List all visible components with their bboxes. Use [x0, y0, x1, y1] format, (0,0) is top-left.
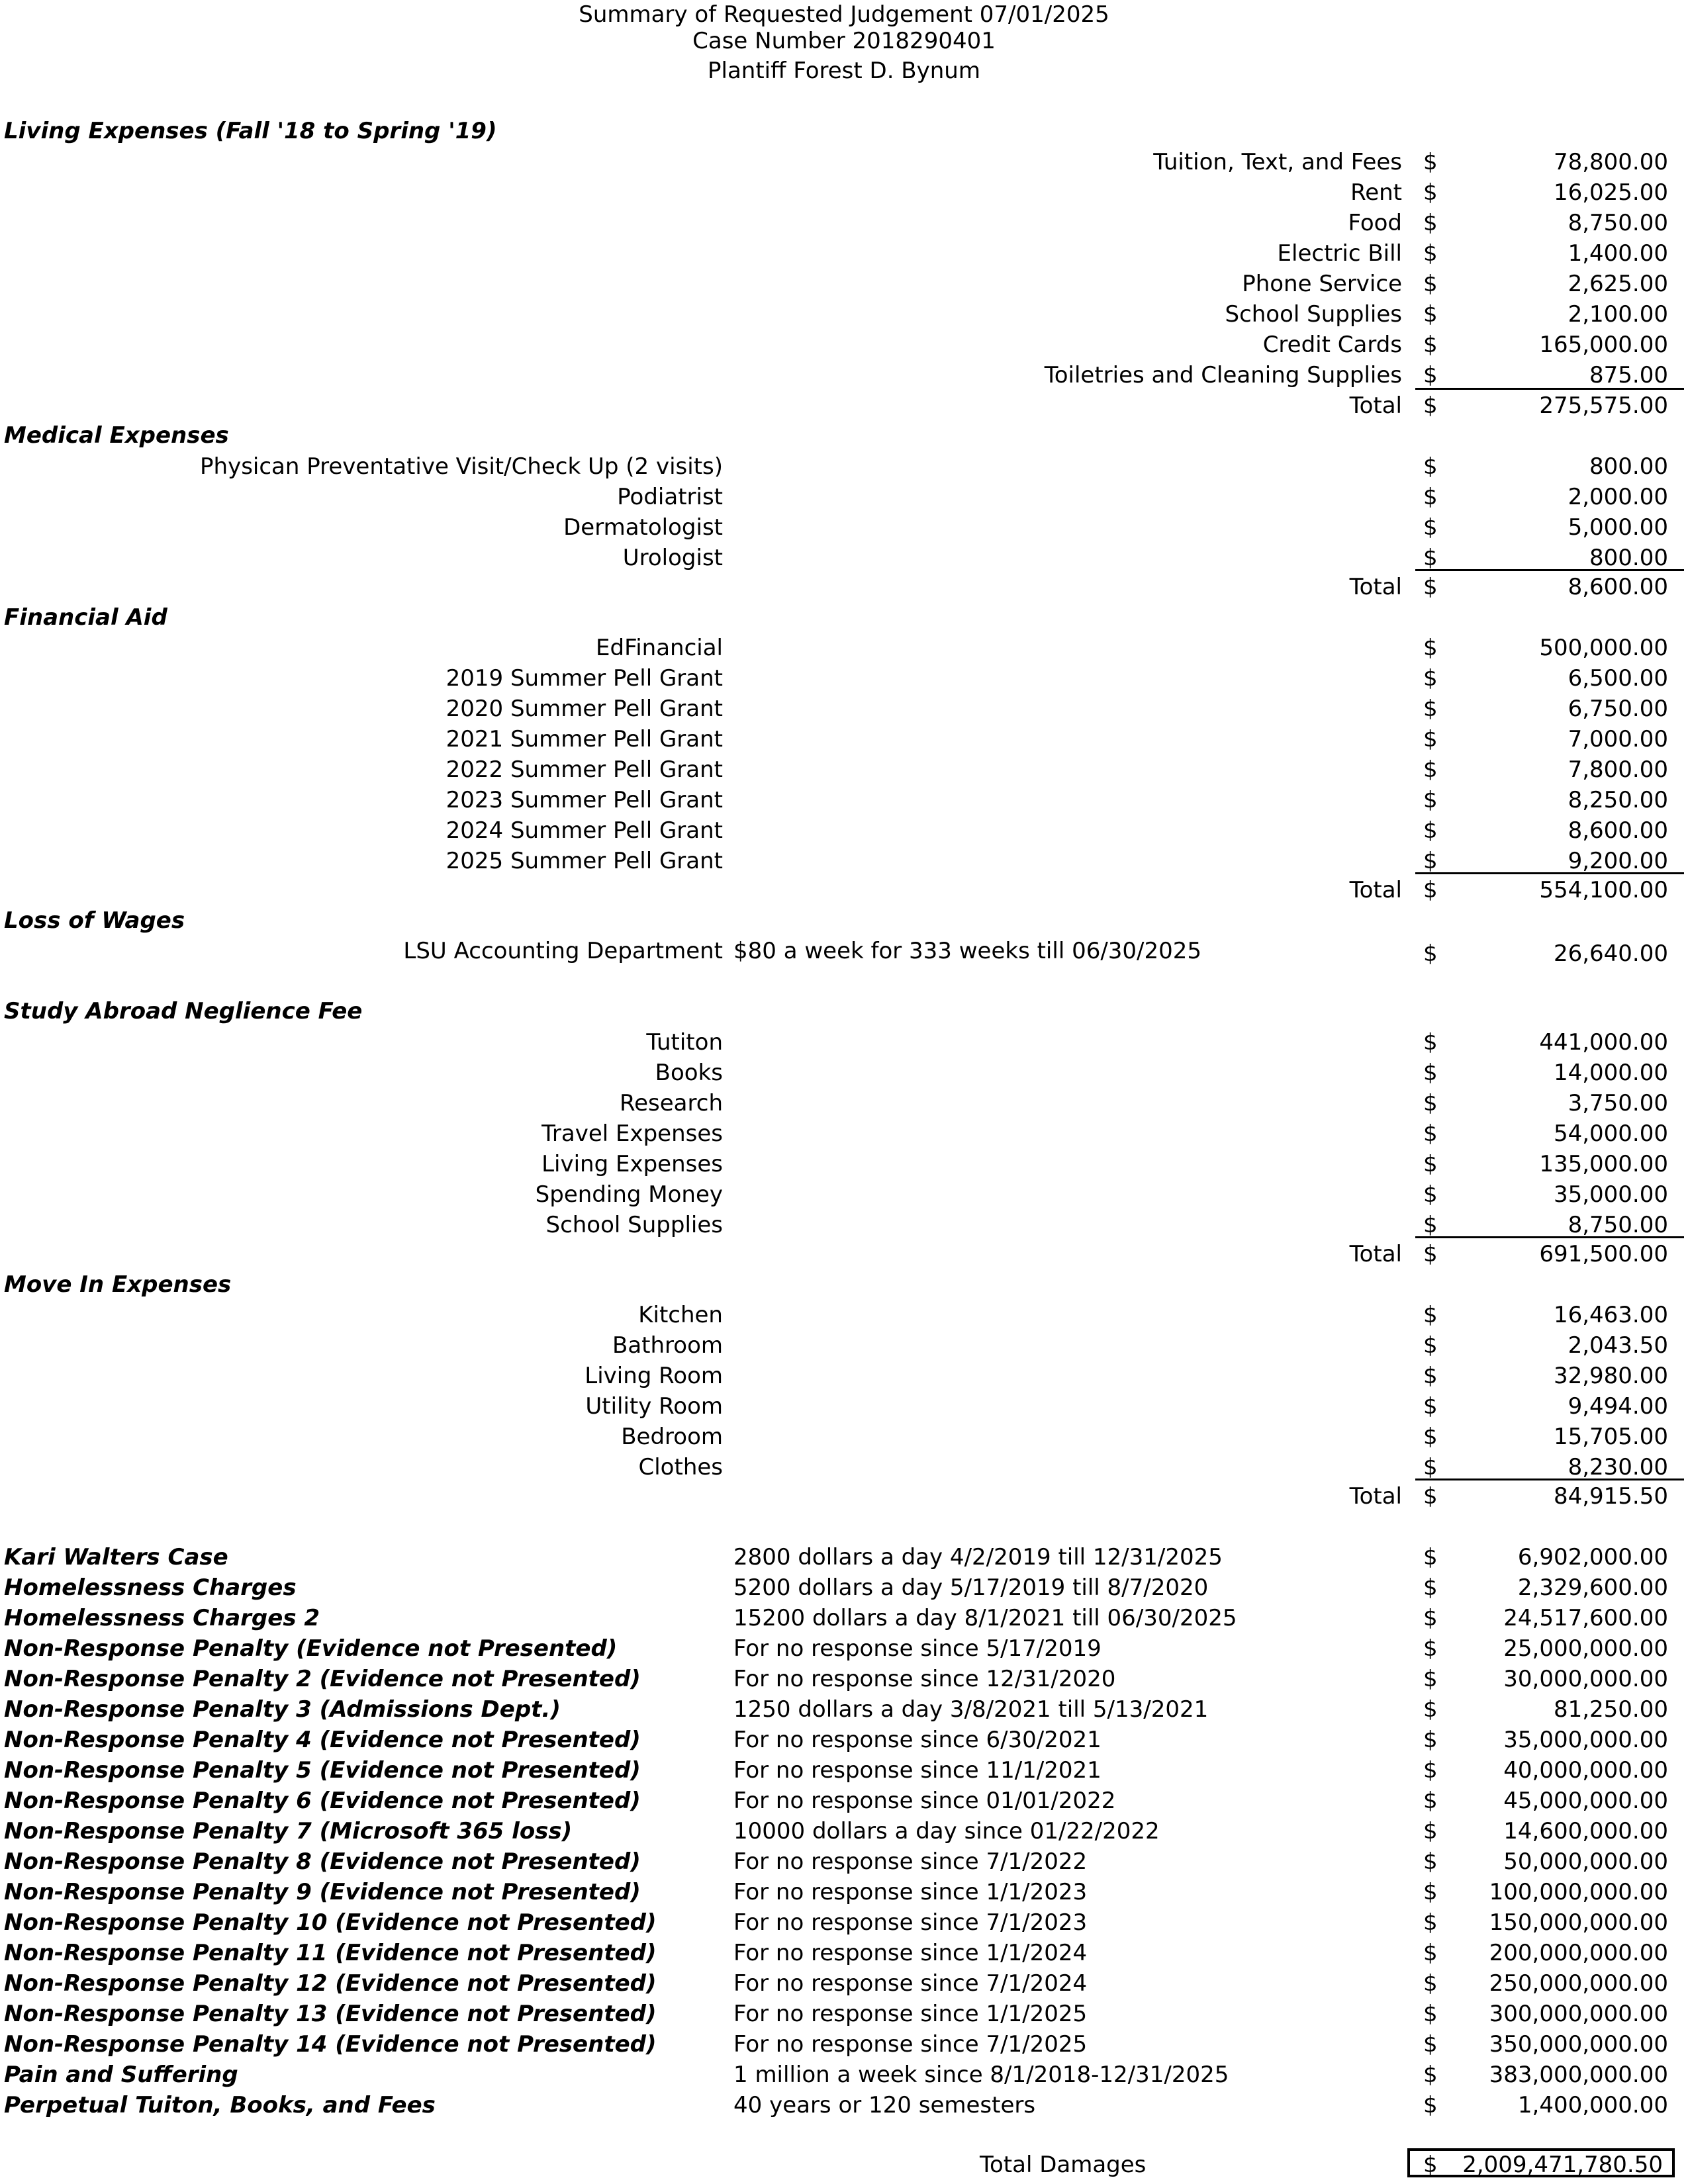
- amount-value: 81,250.00: [1553, 1696, 1668, 1723]
- section-title: Medical Expenses: [4, 422, 229, 449]
- line-item-row: [0, 1361, 1688, 1391]
- currency-symbol: $: [1423, 179, 1438, 206]
- penalty-name: Non-Response Penalty 14 (Evidence not Presented): [4, 2031, 657, 2058]
- currency-symbol: $: [1423, 453, 1438, 480]
- item-label: Total: [1349, 392, 1402, 419]
- currency-symbol: $: [1423, 362, 1438, 388]
- penalty-name: Kari Walters Case: [4, 1544, 228, 1570]
- amount-value: 150,000,000.00: [1489, 1909, 1668, 1936]
- currency-symbol: $: [1423, 1727, 1438, 1753]
- amount-value: 45,000,000.00: [1503, 1788, 1668, 1814]
- amount-value: 9,494.00: [1568, 1393, 1668, 1420]
- penalty-name: Non-Response Penalty 5 (Evidence not Presented): [4, 1757, 641, 1784]
- currency-symbol: $: [1423, 484, 1438, 510]
- penalty-name: Non-Response Penalty 10 (Evidence not Presented): [4, 1909, 657, 1936]
- currency-symbol: $: [1423, 756, 1438, 783]
- section-title: Study Abroad Neglience Fee: [4, 998, 363, 1024]
- currency-symbol: $: [1423, 940, 1438, 967]
- penalty-description: For no response since 7/1/2023: [733, 1909, 1088, 1936]
- amount-value: 165,000.00: [1539, 332, 1668, 358]
- line-item-row: [0, 299, 1688, 330]
- amount-value: 8,600.00: [1568, 574, 1668, 600]
- amount-value: 275,575.00: [1539, 392, 1668, 419]
- penalty-row: [0, 1603, 1688, 1633]
- penalty-name: Non-Response Penalty 8 (Evidence not Presented): [4, 1848, 641, 1875]
- penalty-name: Non-Response Penalty 9 (Evidence not Presented): [4, 1879, 641, 1905]
- currency-symbol: $: [1423, 848, 1438, 874]
- penalty-row: [0, 1999, 1688, 2029]
- line-item-row: [0, 177, 1688, 208]
- amount-value: 1,400,000.00: [1517, 2092, 1668, 2118]
- currency-symbol: $: [1423, 817, 1438, 844]
- total-underline: [1415, 872, 1684, 874]
- currency-symbol: $: [1423, 240, 1438, 267]
- penalty-name: Non-Response Penalty 11 (Evidence not Presented): [4, 1940, 657, 1966]
- penalty-description: For no response since 5/17/2019: [733, 1635, 1102, 1662]
- line-item-row: [0, 269, 1688, 299]
- currency-symbol: $: [1423, 1212, 1438, 1238]
- amount-value: 8,750.00: [1568, 210, 1668, 236]
- penalty-name: Homelessness Charges 2: [4, 1605, 320, 1631]
- item-label: Urologist: [622, 545, 723, 571]
- amount-value: 35,000.00: [1553, 1181, 1668, 1208]
- currency-symbol: $: [1423, 574, 1438, 600]
- amount-value: 78,800.00: [1553, 149, 1668, 175]
- amount-value: 16,463.00: [1553, 1302, 1668, 1328]
- line-item-row: [0, 482, 1688, 512]
- amount-value: 3,750.00: [1568, 1090, 1668, 1116]
- total-row: [0, 875, 1688, 905]
- amount-value: 8,250.00: [1568, 787, 1668, 813]
- amount-value: 800.00: [1589, 545, 1668, 571]
- amount-value: 8,750.00: [1568, 1212, 1668, 1238]
- penalty-description: 1250 dollars a day 3/8/2021 till 5/13/2021: [733, 1696, 1209, 1723]
- item-label: 2025 Summer Pell Grant: [445, 848, 723, 874]
- item-label: LSU Accounting Department: [403, 938, 723, 964]
- penalty-description: 15200 dollars a day 8/1/2021 till 06/30/2025: [733, 1605, 1237, 1631]
- currency-symbol: $: [1423, 545, 1438, 571]
- penalty-description: 10000 dollars a day since 01/22/2022: [733, 1818, 1160, 1844]
- item-label: Clothes: [638, 1454, 723, 1480]
- amount-value: 35,000,000.00: [1503, 1727, 1668, 1753]
- currency-symbol: $: [1423, 210, 1438, 236]
- amount-value: 383,000,000.00: [1489, 2062, 1668, 2088]
- amount-value: 441,000.00: [1539, 1029, 1668, 1056]
- item-label: Living Expenses: [541, 1151, 723, 1177]
- amount-value: 800.00: [1589, 453, 1668, 480]
- total-underline: [1415, 569, 1684, 571]
- amount-value: 5,000.00: [1568, 514, 1668, 541]
- amount-value: 14,000.00: [1553, 1060, 1668, 1086]
- currency-symbol: $: [1423, 392, 1438, 419]
- penalty-name: Pain and Suffering: [4, 2062, 238, 2088]
- currency-symbol: $: [1423, 1483, 1438, 1510]
- currency-symbol: $: [1423, 1940, 1438, 1966]
- currency-symbol: $: [1423, 1363, 1438, 1389]
- line-item-row: [0, 785, 1688, 815]
- item-label: 2019 Summer Pell Grant: [445, 665, 723, 692]
- penalty-name: Non-Response Penalty 4 (Evidence not Presented): [4, 1727, 641, 1753]
- penalty-description: For no response since 01/01/2022: [733, 1788, 1116, 1814]
- amount-value: 26,640.00: [1553, 940, 1668, 967]
- total-damages-box: [1407, 2148, 1675, 2177]
- line-item-row: [0, 1058, 1688, 1088]
- item-description: $80 a week for 333 weeks till 06/30/2025: [733, 938, 1202, 964]
- penalty-description: 1 million a week since 8/1/2018-12/31/2025: [733, 2062, 1229, 2088]
- section-title: Move In Expenses: [4, 1271, 232, 1298]
- currency-symbol: $: [1423, 1332, 1438, 1359]
- line-item-row: [0, 1118, 1688, 1149]
- line-item-row: [0, 694, 1688, 724]
- total-underline: [1415, 1236, 1684, 1238]
- amount-value: 40,000,000.00: [1503, 1757, 1668, 1784]
- line-item-row: [0, 1027, 1688, 1058]
- currency-symbol: $: [1423, 1302, 1438, 1328]
- penalty-row: [0, 1877, 1688, 1907]
- penalty-row: [0, 2029, 1688, 2060]
- amount-value: 6,500.00: [1568, 665, 1668, 692]
- line-item-row: [0, 663, 1688, 694]
- penalty-row: [0, 1755, 1688, 1786]
- total-damages-currency: $: [1423, 2152, 1438, 2178]
- line-item-row: [0, 360, 1688, 390]
- line-item-row: [0, 1088, 1688, 1118]
- currency-symbol: $: [1423, 665, 1438, 692]
- total-damages-label: Total Damages: [980, 2152, 1147, 2178]
- currency-symbol: $: [1423, 787, 1438, 813]
- amount-value: 135,000.00: [1539, 1151, 1668, 1177]
- item-label: Books: [655, 1060, 723, 1086]
- currency-symbol: $: [1423, 2031, 1438, 2058]
- penalty-row: [0, 2060, 1688, 2090]
- item-label: Tuition, Text, and Fees: [1153, 149, 1402, 175]
- penalty-row: [0, 1968, 1688, 1999]
- total-row: [0, 1481, 1688, 1512]
- section-title: Financial Aid: [4, 604, 167, 631]
- amount-value: 7,800.00: [1568, 756, 1668, 783]
- penalty-description: 2800 dollars a day 4/2/2019 till 12/31/2025: [733, 1544, 1223, 1570]
- penalty-description: 40 years or 120 semesters: [733, 2092, 1036, 2118]
- amount-value: 875.00: [1589, 362, 1668, 388]
- item-label: Toiletries and Cleaning Supplies: [1044, 362, 1402, 388]
- penalty-row: [0, 1786, 1688, 1816]
- penalty-row: [0, 1572, 1688, 1603]
- currency-symbol: $: [1423, 1757, 1438, 1784]
- penalty-row: [0, 1664, 1688, 1694]
- currency-symbol: $: [1423, 1696, 1438, 1723]
- currency-symbol: $: [1423, 1120, 1438, 1147]
- item-label: 2021 Summer Pell Grant: [445, 726, 723, 752]
- amount-value: 2,000.00: [1568, 484, 1668, 510]
- amount-value: 2,625.00: [1568, 271, 1668, 297]
- amount-value: 24,517,600.00: [1503, 1605, 1668, 1631]
- item-label: Kitchen: [638, 1302, 723, 1328]
- line-item-row: [0, 633, 1688, 663]
- currency-symbol: $: [1423, 1909, 1438, 1936]
- currency-symbol: $: [1423, 635, 1438, 661]
- penalty-name: Non-Response Penalty 7 (Microsoft 365 loss): [4, 1818, 573, 1844]
- amount-value: 15,705.00: [1553, 1424, 1668, 1450]
- currency-symbol: $: [1423, 726, 1438, 752]
- penalty-description: For no response since 7/1/2024: [733, 1970, 1088, 1997]
- amount-value: 554,100.00: [1539, 877, 1668, 903]
- line-item-row: [0, 1330, 1688, 1361]
- penalty-description: For no response since 1/1/2024: [733, 1940, 1088, 1966]
- item-label: School Supplies: [545, 1212, 723, 1238]
- currency-symbol: $: [1423, 1424, 1438, 1450]
- penalty-row: [0, 1725, 1688, 1755]
- currency-symbol: $: [1423, 2062, 1438, 2088]
- item-label: Tutiton: [646, 1029, 723, 1056]
- amount-value: 100,000,000.00: [1489, 1879, 1668, 1905]
- line-item-row: [0, 512, 1688, 543]
- currency-symbol: $: [1423, 149, 1438, 175]
- item-label: Food: [1348, 210, 1402, 236]
- currency-symbol: $: [1423, 877, 1438, 903]
- amount-value: 16,025.00: [1553, 179, 1668, 206]
- item-label: School Supplies: [1225, 301, 1402, 328]
- penalty-name: Non-Response Penalty 2 (Evidence not Presented): [4, 1666, 641, 1692]
- line-item-row: [0, 1422, 1688, 1452]
- penalty-description: For no response since 7/1/2022: [733, 1848, 1088, 1875]
- penalty-name: Perpetual Tuiton, Books, and Fees: [4, 2092, 436, 2118]
- item-label: 2022 Summer Pell Grant: [445, 756, 723, 783]
- item-label: Physican Preventative Visit/Check Up (2 visits): [200, 453, 723, 480]
- currency-symbol: $: [1423, 301, 1438, 328]
- item-label: Total: [1349, 1241, 1402, 1267]
- penalty-row: [0, 1694, 1688, 1725]
- item-label: Credit Cards: [1262, 332, 1402, 358]
- line-item-row: [0, 147, 1688, 177]
- item-label: EdFinancial: [596, 635, 723, 661]
- currency-symbol: $: [1423, 1574, 1438, 1601]
- currency-symbol: $: [1423, 1848, 1438, 1875]
- currency-symbol: $: [1423, 1060, 1438, 1086]
- line-item-row: [0, 451, 1688, 482]
- line-item-row: [0, 1300, 1688, 1330]
- penalty-name: Non-Response Penalty (Evidence not Presented): [4, 1635, 618, 1662]
- total-damages-amount: 2,009,471,780.50: [1462, 2152, 1663, 2178]
- amount-value: 32,980.00: [1553, 1363, 1668, 1389]
- penalty-name: Non-Response Penalty 3 (Admissions Dept.): [4, 1696, 561, 1723]
- amount-value: 200,000,000.00: [1489, 1940, 1668, 1966]
- currency-symbol: $: [1423, 1029, 1438, 1056]
- amount-value: 350,000,000.00: [1489, 2031, 1668, 2058]
- case-number: Case Number 2018290401: [692, 28, 996, 54]
- currency-symbol: $: [1423, 696, 1438, 722]
- item-label: Travel Expenses: [541, 1120, 723, 1147]
- amount-value: 6,902,000.00: [1517, 1544, 1668, 1570]
- penalty-name: Non-Response Penalty 12 (Evidence not Presented): [4, 1970, 657, 1997]
- plaintiff-name: Plantiff Forest D. Bynum: [708, 58, 980, 84]
- item-label: Total: [1349, 1483, 1402, 1510]
- penalty-row: [0, 2090, 1688, 2120]
- penalty-description: For no response since 7/1/2025: [733, 2031, 1088, 2058]
- amount-value: 30,000,000.00: [1503, 1666, 1668, 1692]
- currency-symbol: $: [1423, 1544, 1438, 1570]
- currency-symbol: $: [1423, 271, 1438, 297]
- line-item-row: [0, 1149, 1688, 1179]
- penalty-row: [0, 1846, 1688, 1877]
- currency-symbol: $: [1423, 1666, 1438, 1692]
- total-row: [0, 1239, 1688, 1269]
- currency-symbol: $: [1423, 1818, 1438, 1844]
- currency-symbol: $: [1423, 1970, 1438, 1997]
- amount-value: 691,500.00: [1539, 1241, 1668, 1267]
- item-label: 2024 Summer Pell Grant: [445, 817, 723, 844]
- item-label: Electric Bill: [1277, 240, 1402, 267]
- item-label: Bedroom: [621, 1424, 723, 1450]
- currency-symbol: $: [1423, 1151, 1438, 1177]
- currency-symbol: $: [1423, 1605, 1438, 1631]
- penalty-description: For no response since 1/1/2025: [733, 2001, 1088, 2027]
- amount-value: 8,230.00: [1568, 1454, 1668, 1480]
- document-title: Summary of Requested Judgement 07/01/2025: [579, 1, 1109, 28]
- total-row: [0, 572, 1688, 602]
- item-label: Phone Service: [1242, 271, 1402, 297]
- item-label: 2023 Summer Pell Grant: [445, 787, 723, 813]
- penalty-description: For no response since 11/1/2021: [733, 1757, 1102, 1784]
- amount-value: 50,000,000.00: [1503, 1848, 1668, 1875]
- amount-value: 1,400.00: [1568, 240, 1668, 267]
- currency-symbol: $: [1423, 1879, 1438, 1905]
- amount-value: 8,600.00: [1568, 817, 1668, 844]
- penalty-name: Non-Response Penalty 13 (Evidence not Presented): [4, 2001, 657, 2027]
- currency-symbol: $: [1423, 2092, 1438, 2118]
- amount-value: 2,043.50: [1568, 1332, 1668, 1359]
- penalty-row: [0, 1633, 1688, 1664]
- line-item-row: [0, 1179, 1688, 1210]
- item-label: Total: [1349, 877, 1402, 903]
- total-underline: [1415, 1479, 1684, 1480]
- line-item-row: [0, 1391, 1688, 1422]
- penalty-description: 5200 dollars a day 5/17/2019 till 8/7/2020: [733, 1574, 1209, 1601]
- item-label: 2020 Summer Pell Grant: [445, 696, 723, 722]
- item-label: Total: [1349, 574, 1402, 600]
- line-item-row: [0, 724, 1688, 754]
- amount-value: 84,915.50: [1553, 1483, 1668, 1510]
- penalty-description: For no response since 6/30/2021: [733, 1727, 1102, 1753]
- amount-value: 14,600,000.00: [1503, 1818, 1668, 1844]
- amount-value: 300,000,000.00: [1489, 2001, 1668, 2027]
- item-label: Rent: [1350, 179, 1402, 206]
- line-item-row: [0, 238, 1688, 269]
- currency-symbol: $: [1423, 1393, 1438, 1420]
- penalty-description: For no response since 1/1/2023: [733, 1879, 1088, 1905]
- item-label: Podiatrist: [617, 484, 723, 510]
- line-item-row: [0, 936, 1688, 966]
- section-title: Living Expenses (Fall '18 to Spring '19): [4, 118, 497, 144]
- amount-value: 7,000.00: [1568, 726, 1668, 752]
- currency-symbol: $: [1423, 1090, 1438, 1116]
- penalty-row: [0, 1816, 1688, 1846]
- penalty-row: [0, 1542, 1688, 1572]
- item-label: Living Room: [585, 1363, 723, 1389]
- currency-symbol: $: [1423, 1241, 1438, 1267]
- currency-symbol: $: [1423, 1181, 1438, 1208]
- item-label: Research: [620, 1090, 723, 1116]
- total-row: [0, 390, 1688, 421]
- penalty-row: [0, 1907, 1688, 1938]
- amount-value: 25,000,000.00: [1503, 1635, 1668, 1662]
- total-underline: [1415, 388, 1684, 390]
- item-label: Dermatologist: [563, 514, 723, 541]
- line-item-row: [0, 208, 1688, 238]
- item-label: Utility Room: [585, 1393, 723, 1420]
- amount-value: 2,100.00: [1568, 301, 1668, 328]
- line-item-row: [0, 330, 1688, 360]
- penalty-description: For no response since 12/31/2020: [733, 1666, 1116, 1692]
- amount-value: 2,329,600.00: [1517, 1574, 1668, 1601]
- currency-symbol: $: [1423, 1454, 1438, 1480]
- line-item-row: [0, 754, 1688, 785]
- currency-symbol: $: [1423, 332, 1438, 358]
- currency-symbol: $: [1423, 1635, 1438, 1662]
- amount-value: 500,000.00: [1539, 635, 1668, 661]
- amount-value: 6,750.00: [1568, 696, 1668, 722]
- penalty-row: [0, 1938, 1688, 1968]
- penalty-name: Homelessness Charges: [4, 1574, 297, 1601]
- amount-value: 9,200.00: [1568, 848, 1668, 874]
- item-label: Bathroom: [612, 1332, 723, 1359]
- section-title: Loss of Wages: [4, 907, 185, 934]
- item-label: Spending Money: [535, 1181, 723, 1208]
- currency-symbol: $: [1423, 514, 1438, 541]
- penalty-name: Non-Response Penalty 6 (Evidence not Presented): [4, 1788, 641, 1814]
- currency-symbol: $: [1423, 2001, 1438, 2027]
- line-item-row: [0, 815, 1688, 846]
- amount-value: 250,000,000.00: [1489, 1970, 1668, 1997]
- currency-symbol: $: [1423, 1788, 1438, 1814]
- amount-value: 54,000.00: [1553, 1120, 1668, 1147]
